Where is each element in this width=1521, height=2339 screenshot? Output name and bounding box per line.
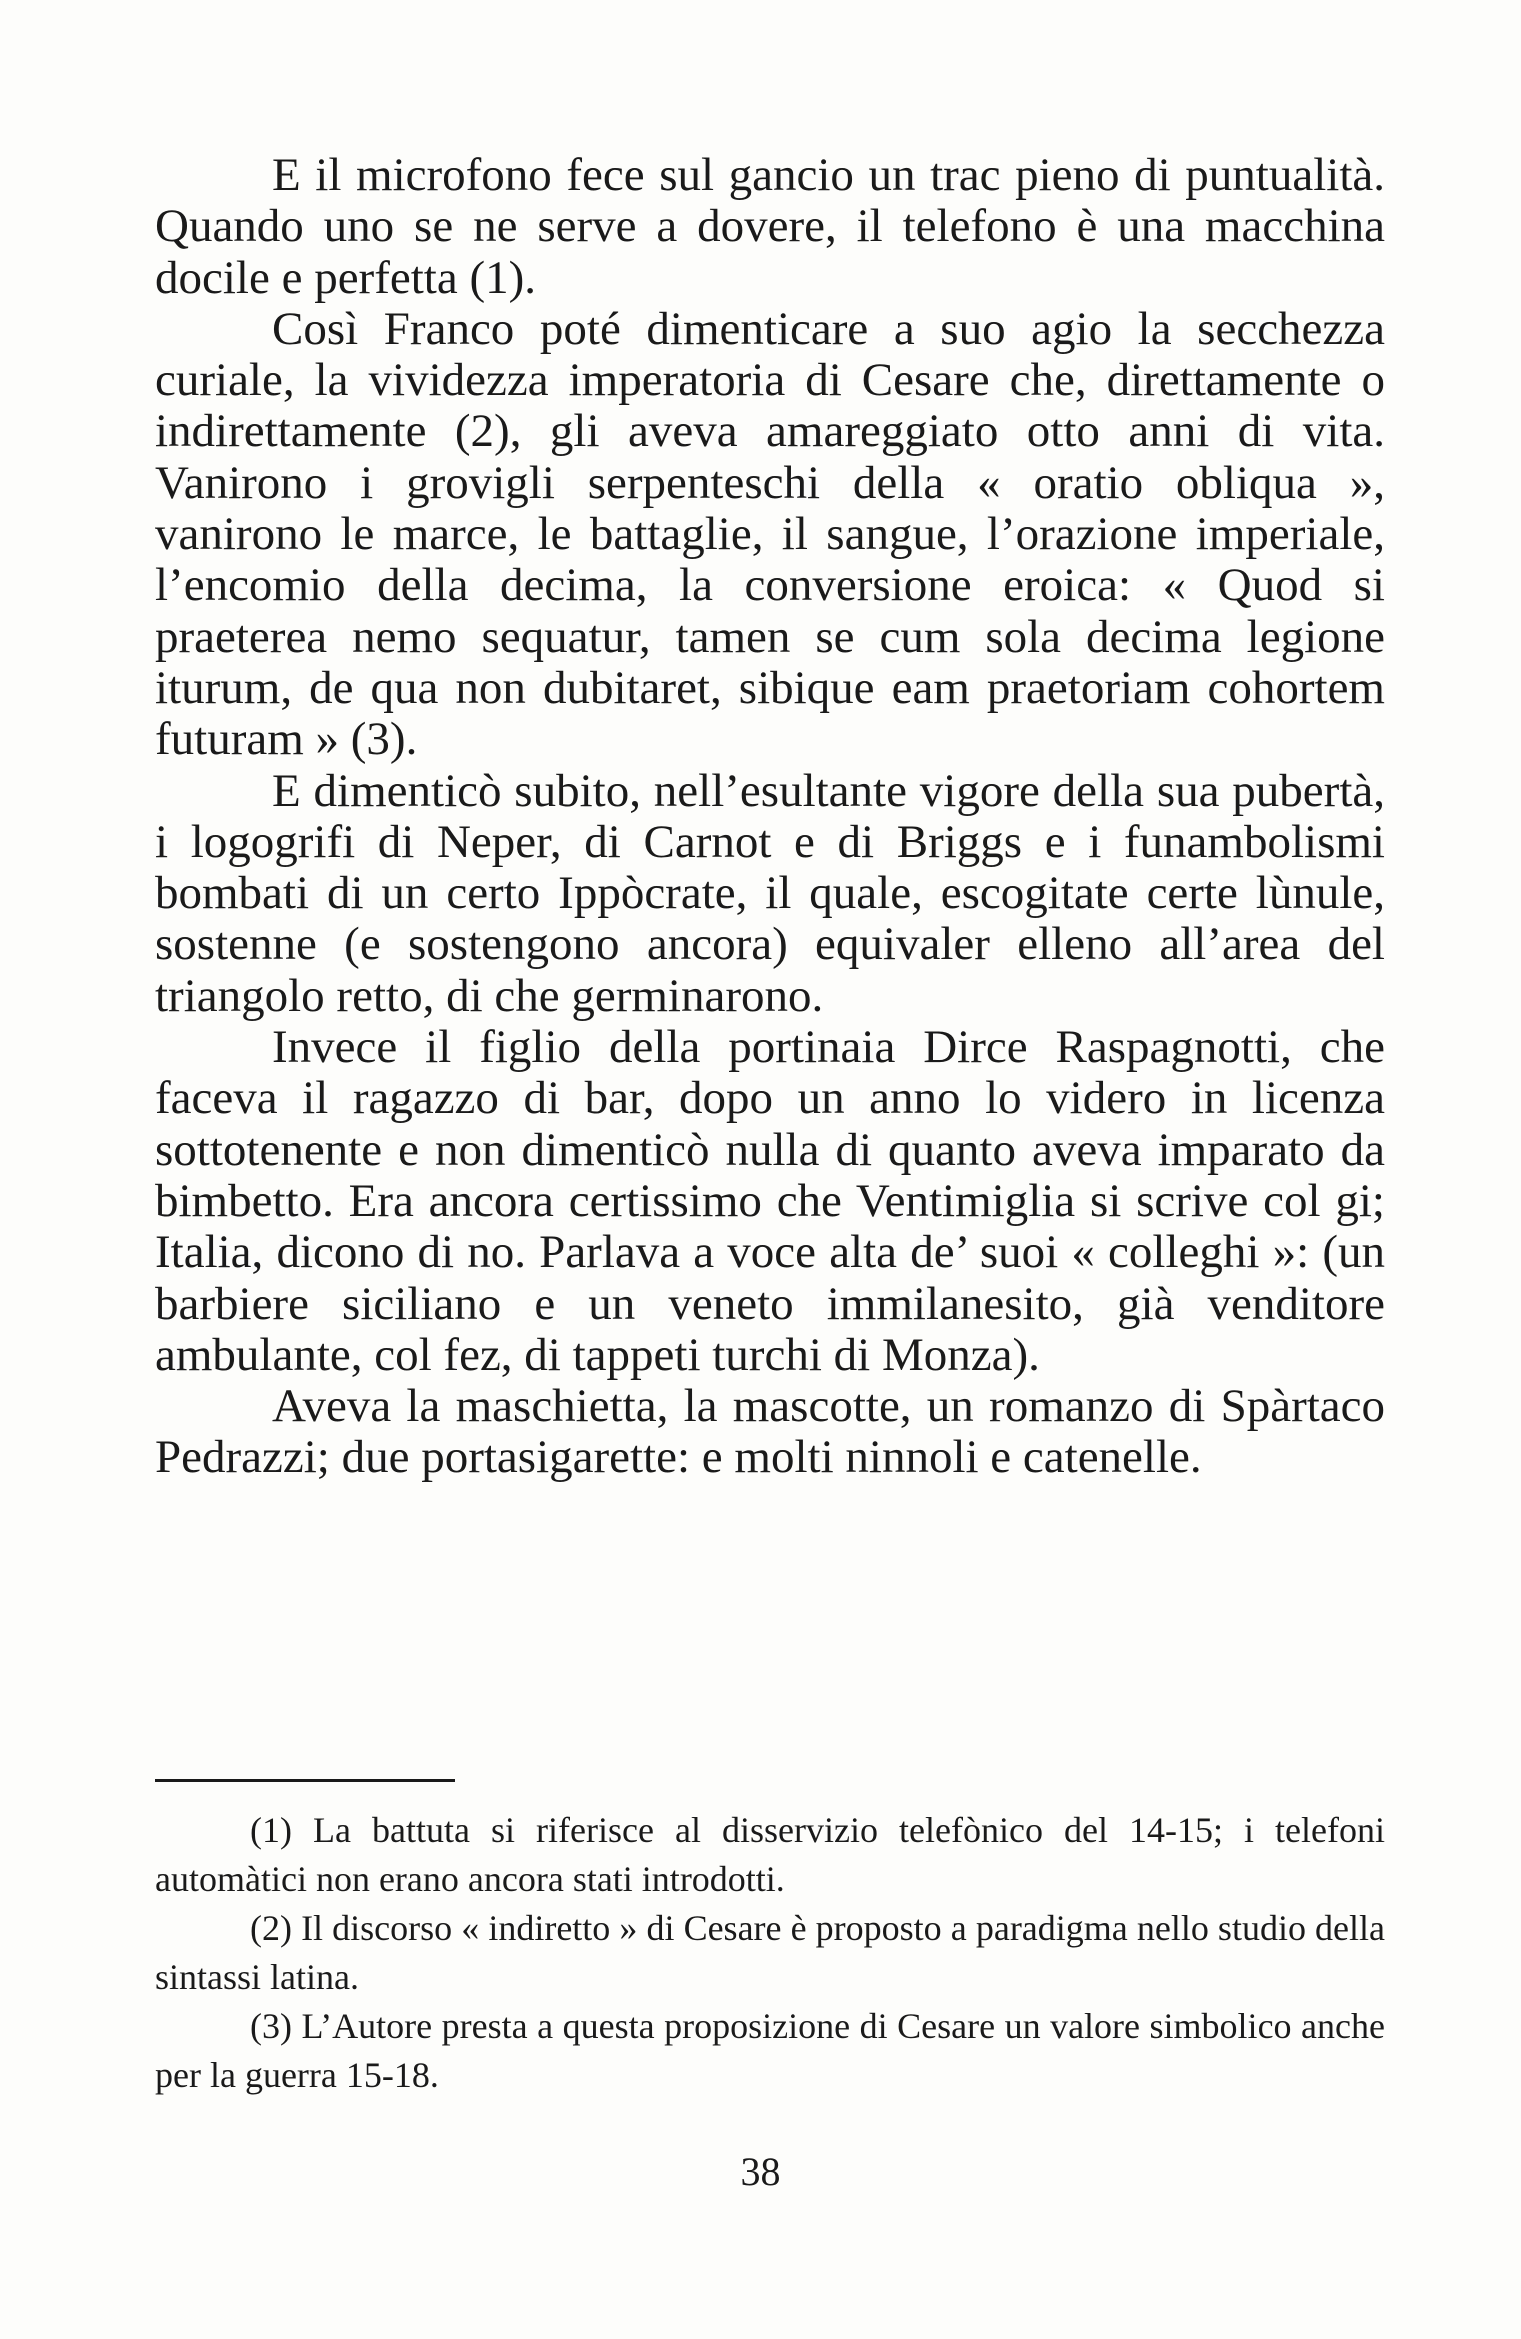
paragraph-5: Aveva la maschietta, la mascotte, un romanzo di Spàrtaco Pedrazzi; due portasigarette: e molti ninnoli e catenelle. bbox=[155, 1380, 1385, 1484]
paragraph-2: Così Franco poté dimenticare a suo agio la secchezza curiale, la vividezza imperatoria di Cesare che, direttamente o indirettamente (2), gli aveva amareggiato otto anni di vita. Vanirono i grovigli serpenteschi della « oratio obliqua », vanirono le marce, le battaglie, il sangue, l’orazione imperiale, l’encomio della decima, la conversione eroica: « Quod si praeterea nemo sequatur, tamen se cum sola decima legione iturum, de qua non dubitaret, sibique eam praetoriam cohortem futuram » (3). bbox=[155, 302, 1385, 766]
main-text bbox=[155, 150, 1385, 1484]
paragraph-1: E il microfono fece sul gancio un trac pieno di puntualità. Quando uno se ne serve a dovere, il telefono è una macchina docile e perfetta (1). bbox=[155, 149, 1385, 304]
footnote-3: (3) L’Autore presta a questa proposizione di Cesare un valore simbolico anche per la guerra 15-18. bbox=[155, 2006, 1385, 2095]
footnotes bbox=[155, 1806, 1385, 2100]
footnote-separator bbox=[155, 1779, 455, 1782]
page-number: 38 bbox=[740, 2149, 781, 2194]
footnote-1: (1) La battuta si riferisce al disservizio telefònico del 14-15; i telefoni automàtici non erano ancora stati introdotti. bbox=[155, 1810, 1385, 1899]
paragraph-4: Invece il figlio della portinaia Dirce Raspagnotti, che faceva il ragazzo di bar, dopo un anno lo videro in licenza sottotenente e non dimenticò nulla di quanto aveva imparato da bimbetto. Era ancora certissimo che Ventimiglia si scrive col gi; Italia, dicono di no. Parlava a voce alta de’ suoi « colleghi »: (un barbiere siciliano e un veneto immilanesito, già venditore ambulante, col fez, di tappeti turchi di Monza). bbox=[155, 1021, 1385, 1381]
paragraph-3: E dimenticò subito, nell’esultante vigore della sua pubertà, i logogrifi di Neper, di Carnot e di Briggs e i funambolismi bombati di un certo Ippòcrate, il quale, escogitate certe lùnule, sostenne (e sostengono ancora) equivaler elleno all’area del triangolo retto, di che germinarono. bbox=[155, 764, 1385, 1022]
footnote-2: (2) Il discorso « indiretto » di Cesare è proposto a paradigma nello studio della sintassi latina. bbox=[155, 1908, 1385, 1997]
